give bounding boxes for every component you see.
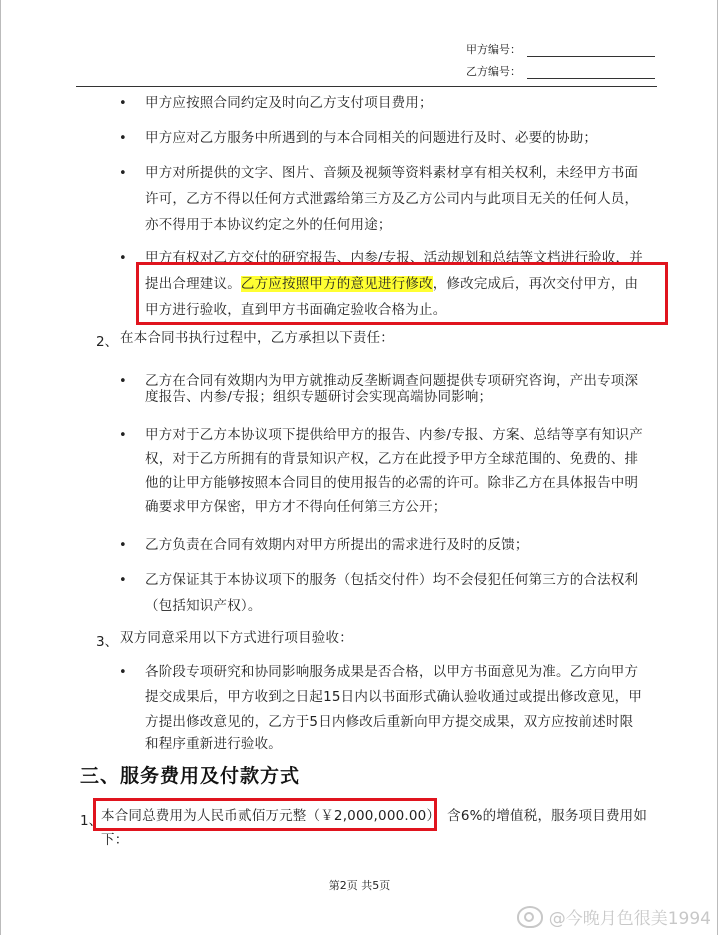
bullet-text: 甲方对于乙方本协议项下提供给甲方的报告、内参/专报、方案、总结等享有知识产 — [145, 427, 643, 443]
highlighted-text: 乙方应按照甲方的意见进行修改 — [240, 276, 433, 292]
bullet-text: 他的让甲方能够按照本合同目的使用报告的必需的许可。除非乙方在具体报告中明 — [145, 475, 639, 491]
weibo-logo-icon — [517, 906, 543, 928]
bullet-dot: • — [119, 131, 127, 146]
bullet-text: 确要求甲方保密，甲方才不得向任何第三方公开； — [145, 499, 447, 515]
clause-number: 2、 — [96, 334, 119, 350]
page-number: 第2页 共5页 — [328, 879, 391, 892]
header-rule — [76, 86, 657, 87]
party-b-number-field — [466, 63, 655, 79]
bullet-text: 乙方在合同有效期内为甲方就推动反垄断调查问题提供专项研究咨询，产出专项深 — [145, 373, 639, 389]
watermark-text: @今晚月色很美1994 — [548, 909, 711, 929]
bullet-dot: • — [119, 166, 127, 181]
clause-number: 3、 — [96, 634, 119, 650]
annotation-box — [136, 262, 668, 325]
bullet-text: 权，对于乙方所拥有的背景知识产权，乙方在此授予甲方全球范围的、免费的、排 — [145, 451, 639, 467]
bullet-text: 各阶段专项研究和协同影响服务成果是否合格，以甲方书面意见为准。乙方向甲方 — [145, 664, 639, 680]
fee-text-line2: 下： — [101, 832, 129, 848]
clause-text: 在本合同书执行过程中，乙方承担以下责任： — [120, 330, 394, 346]
bullet-text: 甲方有权对乙方交付的研究报告、内参/专报、活动规划和总结等文档进行验收，并 — [145, 250, 643, 266]
bullet-text: 许可，乙方不得以任何方式泄露给第三方及乙方公司内与此项目无关的任何人员， — [145, 191, 639, 207]
bullet-text: 乙方保证其于本协议项下的服务（包括交付件）均不会侵犯任何第三方的合法权利 — [145, 572, 639, 588]
bullet-dot: • — [119, 428, 127, 443]
fee-rest-text: ，含6%的增值税，服务项目费用如 — [433, 808, 648, 824]
bullet-text: 和程序重新进行验收。 — [145, 736, 282, 752]
text-segment: 提出合理建议。 — [145, 276, 241, 292]
bullet-text: 甲方对所提供的文字、图片、音频及视频等资料素材享有相关权利，未经甲方书面 — [145, 165, 639, 181]
watermark — [517, 904, 711, 929]
party-a-number-field — [466, 41, 655, 57]
clause-text: 双方同意采用以下方式进行项目验收： — [120, 630, 353, 646]
party-b-number-line — [527, 66, 655, 79]
bullet-text: 乙方负责在合同有效期内对甲方所提出的需求进行及时的反馈； — [145, 537, 529, 553]
clause-number: 1、 — [80, 813, 103, 829]
bullet-text: 甲方进行验收，直到甲方书面确定验收合格为止。 — [145, 302, 447, 318]
bullet-dot: • — [119, 96, 127, 111]
bullet-text: 甲方应对乙方服务中所遇到的与本合同相关的问题进行及时、必要的协助； — [145, 130, 598, 146]
text-segment: ，修改完成后，再次交付甲方，由 — [432, 276, 639, 292]
bullet-text: 度报告、内参/专报；组织专题研讨会实现高端协同影响； — [145, 389, 493, 405]
bullet-dot: • — [119, 573, 127, 588]
bullet-dot: • — [119, 374, 127, 389]
party-b-number-label: 乙方编号： — [466, 65, 521, 78]
bullet-dot: • — [119, 538, 127, 553]
annotation-box — [93, 798, 437, 831]
bullet-text: 提交成果后，甲方收到之日起15日内以书面形式确认验收通过或提出修改意见，甲 — [145, 689, 643, 705]
bullet-dot: • — [119, 665, 127, 680]
bullet-text: （包括知识产权）。 — [145, 598, 262, 614]
bullet-text: 方提出修改意见的，乙方于5日内修改后重新向甲方提交成果，双方应按前述时限 — [145, 714, 634, 730]
section-title: 三、服务费用及付款方式 — [80, 765, 301, 787]
bullet-text: 甲方应按照合同约定及时向乙方支付项目费用； — [145, 95, 433, 111]
party-a-number-line — [527, 44, 655, 57]
party-a-number-label: 甲方编号： — [466, 43, 521, 56]
fee-amount-text: 本合同总费用为人民币贰佰万元整（￥2,000,000.00） — [101, 808, 434, 824]
bullet-dot: • — [119, 251, 127, 266]
bullet-text: 亦不得用于本协议约定之外的任何用途； — [145, 217, 392, 233]
